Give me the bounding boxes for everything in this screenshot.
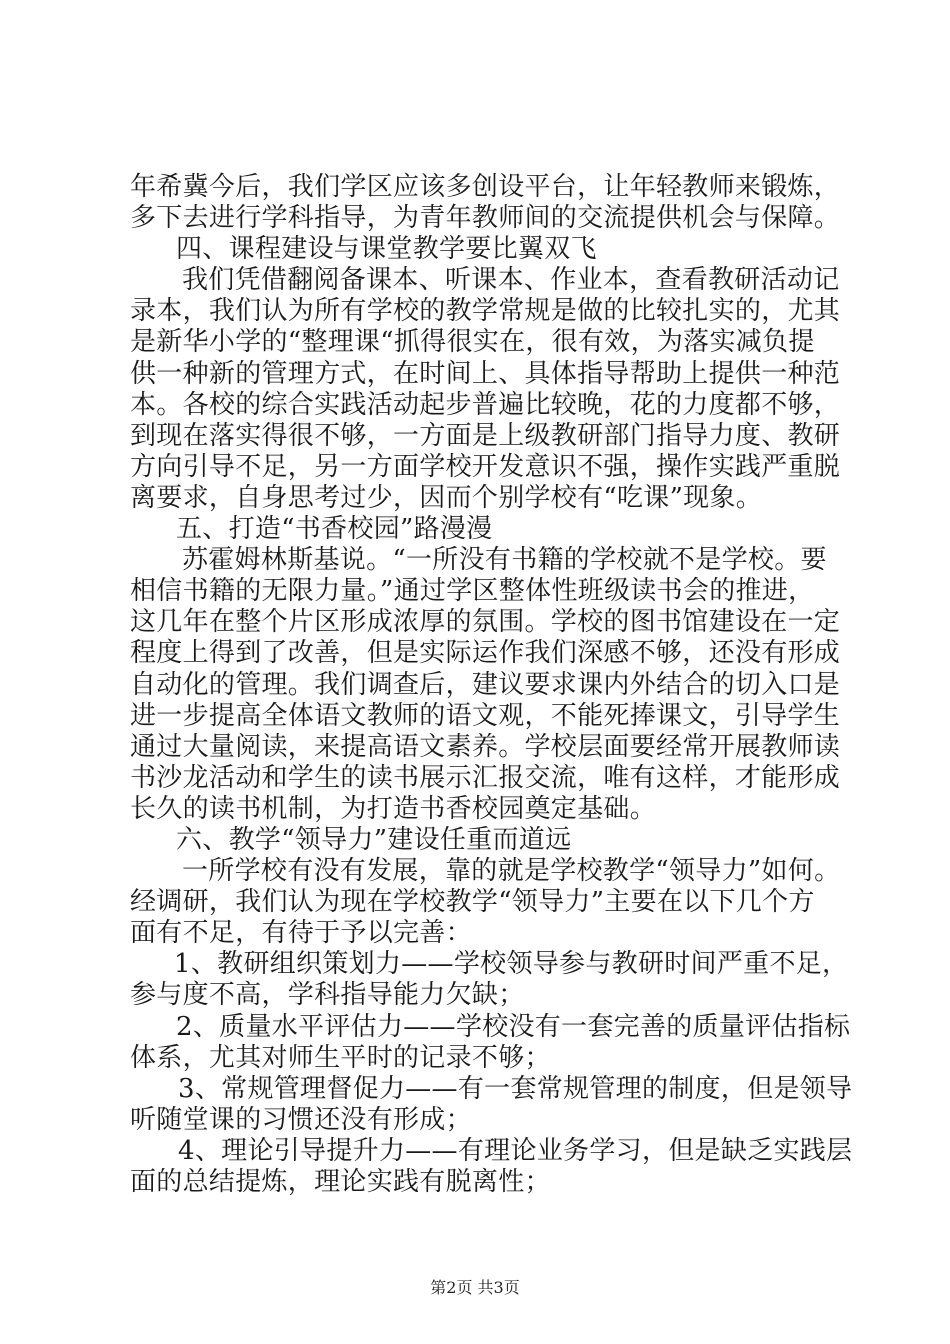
body-line: 经调研，我们认为现在学校教学“领导力”主要在以下几个方	[130, 887, 815, 918]
body-line: 方向引导不足，另一方面学校开发意识不强，操作实践严重脱	[130, 451, 841, 482]
body-line: 这几年在整个片区形成浓厚的氛围。学校的图书馆建设在一定	[130, 607, 841, 638]
body-line: 相信书籍的无限力量。”通过学区整体性班级读书会的推进，	[130, 576, 815, 607]
body-line: 体系，尤其对师生平时的记录不够；	[130, 1042, 551, 1073]
body-line: 供一种新的管理方式，在时间上、具体指导帮助上提供一种范	[130, 358, 841, 389]
paragraph-first-line: 苏霍姆林斯基说。“一所没有书籍的学校就不是学校。要	[182, 545, 827, 576]
body-line: 到现在落实得很不够，一方面是上级教研部门指导力度、教研	[130, 420, 841, 451]
list-item-first-line: 4、理论引导提升力——有理论业务学习，但是缺乏实践层	[178, 1135, 853, 1166]
body-line: 多下去进行学科指导，为青年教师间的交流提供机会与保障。	[130, 203, 841, 234]
body-line: 进一步提高全体语文教师的语文观，不能死捧课文，引导学生	[130, 700, 841, 731]
body-line: 自动化的管理。我们调查后，建议要求课内外结合的切入口是	[130, 669, 841, 700]
body-line: 离要求，自身思考过少，因而个别学校有“吃课”现象。	[130, 482, 763, 513]
body-line: 程度上得到了改善，但是实际运作我们深感不够，还没有形成	[130, 638, 841, 669]
body-line: 书沙龙活动和学生的读书展示汇报交流，唯有这样，才能形成	[130, 762, 841, 793]
list-item-first-line: 1、教研组织策划力——学校领导参与教研时间严重不足，	[174, 949, 849, 980]
document-body	[130, 172, 853, 1198]
body-line: 通过大量阅读，来提高语文素养。学校层面要经常开展教师读	[130, 731, 841, 762]
body-line: 是新华小学的“整理课“抓得很实在，很有效，为落实减负提	[130, 327, 815, 358]
body-line: 面的总结提炼，理论实践有脱离性；	[130, 1167, 551, 1197]
body-line: 年希冀今后，我们学区应该多创设平台，让年轻教师来锻炼，	[130, 172, 841, 202]
paragraph-first-line: 我们凭借翻阅备课本、听课本、作业本，查看教研活动记	[182, 265, 840, 296]
body-line: 听随堂课的习惯还没有形成；	[130, 1104, 472, 1135]
body-line: 参与度不高，学科指导能力欠缺；	[130, 980, 525, 1011]
list-item-first-line: 3、常规管理督促力——有一套常规管理的制度，但是领导	[178, 1073, 853, 1104]
body-line: 录本，我们认为所有学校的教学常规是做的比较扎实的，尤其	[130, 296, 841, 327]
body-line: 长久的读书机制，为打造书香校园奠定基础。	[130, 793, 657, 824]
section-heading: 四、课程建设与课堂教学要比翼双飞	[176, 234, 597, 265]
body-line: 本。各校的综合实践活动起步普遍比较晚，花的力度都不够，	[130, 389, 841, 420]
section-heading: 五、打造“书香校园”路漫漫	[176, 514, 493, 545]
list-item-first-line: 2、质量水平评估力——学校没有一套完善的质量评估指标	[176, 1011, 851, 1042]
section-heading: 六、教学“领导力”建设任重而道远	[176, 824, 572, 855]
page-footer: 第2页 共3页	[430, 1278, 520, 1297]
paragraph-first-line: 一所学校有没有发展，靠的就是学校教学“领导力”如何。	[182, 856, 841, 887]
body-line: 面有不足，有待于予以完善：	[130, 918, 472, 949]
